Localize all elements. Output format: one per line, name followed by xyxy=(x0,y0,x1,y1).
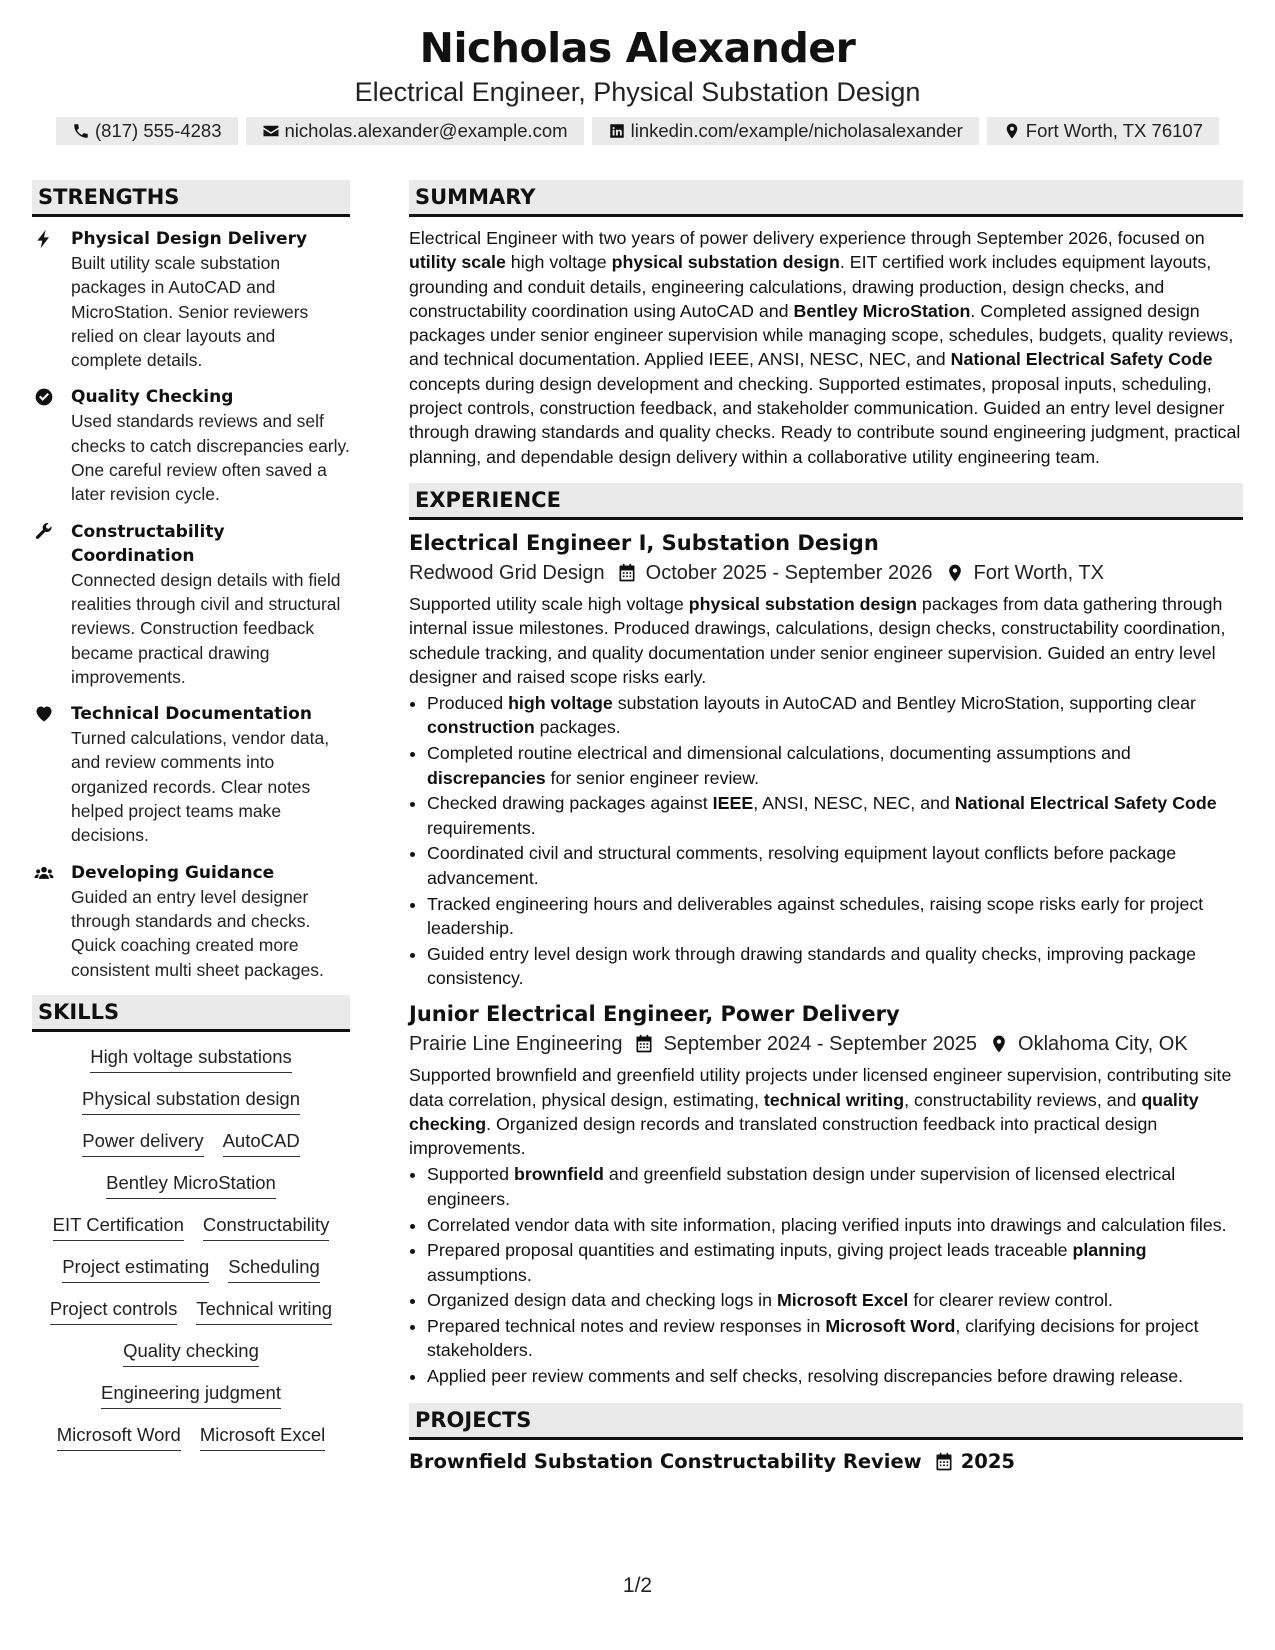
job-bullet xyxy=(427,1238,1243,1287)
strength-item xyxy=(32,227,350,372)
job-description-text: , constructability reviews, and xyxy=(904,1089,1142,1110)
job-description xyxy=(409,1063,1243,1160)
job-bullet-emphasis: National Electrical Safety Code xyxy=(954,793,1217,814)
job-bullet-emphasis: high voltage xyxy=(508,693,613,714)
linkedin-icon xyxy=(608,122,626,140)
projects-heading: PROJECTS xyxy=(409,1403,1243,1440)
job-bullet-text: substation layouts in AutoCAD and Bentley MicroStation, supporting clear xyxy=(612,693,1196,714)
contact-bar xyxy=(0,117,1275,145)
job-description-text: Supported brownfield and greenfield utility projects under licensed engineer supervision, contributing site data correlation, physical design, estimating, xyxy=(409,1065,1232,1110)
job-description-text: Supported utility scale high voltage xyxy=(409,593,689,614)
skill-tag: High voltage substations xyxy=(90,1044,292,1073)
job-bullet-text: Organized design data and checking logs in xyxy=(427,1290,777,1311)
summary-emphasis: utility scale xyxy=(409,252,506,273)
calendar-icon xyxy=(934,1452,954,1472)
right-column xyxy=(409,180,1243,1477)
strength-item xyxy=(32,385,350,506)
contact-email[interactable] xyxy=(246,117,584,145)
skill-tag: AutoCAD xyxy=(223,1128,300,1157)
contact-linkedin-text: linkedin.com/example/nicholasalexander xyxy=(630,120,963,141)
project-year: 2025 xyxy=(960,1449,1015,1473)
job-entry xyxy=(409,999,1243,1388)
job-bullet-text: Applied peer review comments and self checks, resolving discrepancies before drawing release. xyxy=(427,1366,1184,1387)
experience-heading: EXPERIENCE xyxy=(409,483,1243,520)
summary-emphasis: physical substation design xyxy=(611,252,840,273)
job-meta xyxy=(409,558,1243,588)
job-location: Fort Worth, TX xyxy=(973,561,1104,584)
skill-tag: Power delivery xyxy=(82,1128,203,1157)
job-bullets xyxy=(409,1162,1243,1388)
job-bullet xyxy=(427,1314,1243,1363)
job-bullet-text: and greenfield substation design under supervision of licensed electrical engineers. xyxy=(427,1164,1176,1209)
job-bullet-emphasis: Microsoft Excel xyxy=(776,1290,909,1311)
skill-tag: Engineering judgment xyxy=(101,1380,281,1409)
job-dates: September 2024 - September 2025 xyxy=(663,1033,978,1056)
job-bullet-text: , ANSI, NESC, NEC, and xyxy=(753,793,955,814)
skills-section xyxy=(32,995,350,1451)
job-bullet-emphasis: brownfield xyxy=(514,1164,604,1185)
job-bullet-text: Produced xyxy=(427,693,509,714)
summary-text: . EIT certified work includes equipment layouts, grounding and conduit details, engineering calculations, drawing production, design checks, and constructability coordination using AutoCAD and xyxy=(409,252,1212,321)
job-description-text: packages from data gathering through internal issue milestones. Produced drawings, calculations, design checks, constructability coordination, schedule tracking, and quality documentation under senior engineer supervision. Guided an entry level designer and raised scope risks early. xyxy=(409,593,1226,687)
job-bullet-text: for senior engineer review. xyxy=(545,767,760,788)
job-dates: October 2025 - September 2026 xyxy=(645,561,933,584)
job-bullet xyxy=(427,1213,1243,1237)
job-bullet-text: Prepared proposal quantities and estimating inputs, giving project leads traceable xyxy=(427,1240,1073,1261)
contact-email-text: nicholas.alexander@example.com xyxy=(284,120,568,141)
contact-location xyxy=(987,117,1219,145)
job-bullet-text: Coordinated civil and structural comments, resolving equipment layout conflicts before package advancement. xyxy=(427,843,1177,888)
summary-text xyxy=(409,226,1243,469)
job-description-emphasis: quality checking xyxy=(409,1089,1199,1134)
job-title: Electrical Engineer I, Substation Design xyxy=(409,530,879,555)
job-description xyxy=(409,592,1243,689)
contact-phone[interactable] xyxy=(56,117,238,145)
calendar-icon xyxy=(634,1034,654,1054)
skill-tag: Physical substation design xyxy=(82,1086,300,1115)
heart-icon xyxy=(34,704,54,724)
job-description-emphasis: technical writing xyxy=(763,1089,905,1110)
candidate-title: Electrical Engineer, Physical Substation Design xyxy=(354,77,921,107)
summary-emphasis: National Electrical Safety Code xyxy=(950,349,1213,370)
job-bullet-emphasis: planning xyxy=(1072,1240,1147,1261)
job-bullet-text: Completed routine electrical and dimensional calculations, documenting assumptions and xyxy=(427,743,1131,764)
skill-tag: Scheduling xyxy=(228,1254,320,1283)
left-column xyxy=(32,180,350,1451)
summary-text: . Completed assigned design packages under senior engineer supervision while managing scope, schedules, budgets, quality reviews, and technical documentation. Applied IEEE, ANSI, NESC, NEC, and xyxy=(409,300,1234,370)
experience-section xyxy=(409,483,1243,1389)
job-bullet xyxy=(427,1364,1243,1388)
skill-tag: Microsoft Word xyxy=(57,1422,181,1451)
job-bullet xyxy=(427,841,1243,890)
strength-item xyxy=(32,861,350,982)
job-bullet-emphasis: IEEE xyxy=(712,793,754,814)
map-pin-icon xyxy=(1003,122,1021,140)
strength-item xyxy=(32,520,350,689)
job-bullet xyxy=(427,691,1243,740)
resume-header xyxy=(0,0,1275,145)
summary-text: high voltage xyxy=(505,252,612,273)
projects-section xyxy=(409,1403,1243,1477)
contact-location-text: Fort Worth, TX 76107 xyxy=(1025,120,1203,141)
job-bullet xyxy=(427,892,1243,941)
strength-title: Constructability Coordination xyxy=(71,521,225,566)
job-bullet xyxy=(427,1288,1243,1312)
job-description-emphasis: physical substation design xyxy=(688,593,917,614)
job-bullet-text: Checked drawing packages against xyxy=(427,793,713,814)
strength-item xyxy=(32,702,350,847)
contact-phone-text: (817) 555-4283 xyxy=(95,120,222,141)
skill-tag: Project controls xyxy=(50,1296,178,1325)
page-indicator: 1/2 xyxy=(622,1574,653,1597)
job-bullet-text: requirements. xyxy=(427,817,536,838)
job-bullet-emphasis: construction xyxy=(427,717,535,738)
skills-list xyxy=(32,1032,350,1451)
job-bullet-text: , clarifying decisions for project stakeholders. xyxy=(427,1316,1199,1361)
job-bullet-text: Prepared technical notes and review responses in xyxy=(427,1316,826,1337)
job-bullet-text: for clearer review control. xyxy=(908,1290,1113,1311)
skill-tag: Project estimating xyxy=(62,1254,209,1283)
job-meta xyxy=(409,1029,1243,1059)
skill-tag: Technical writing xyxy=(196,1296,332,1325)
skill-tag: Quality checking xyxy=(123,1338,259,1367)
map-pin-icon xyxy=(989,1034,1009,1054)
skill-tag: Microsoft Excel xyxy=(200,1422,325,1451)
job-bullet-text: Correlated vendor data with site information, placing verified inputs into drawings and calculation files. xyxy=(427,1214,1227,1235)
strength-body: Built utility scale substation packages in AutoCAD and MicroStation. Senior reviewers relied on clear layouts and complete details. xyxy=(71,253,309,371)
summary-heading: SUMMARY xyxy=(409,180,1243,217)
phone-icon xyxy=(72,122,90,140)
project-title: Brownfield Substation Constructability Review xyxy=(409,1449,922,1473)
bolt-icon xyxy=(34,229,54,249)
strength-title: Physical Design Delivery xyxy=(71,229,308,249)
skill-tag: EIT Certification xyxy=(53,1212,184,1241)
summary-text: concepts during design development and checking. Supported estimates, proposal inputs, scheduling, project controls, construction feedback, and stakeholder communication. Guided an entry level designer through drawing standards and quality checks. Ready to contribute sound engineering judgment, practical planning, and dependable design delivery within a collaborative utility engineering team. xyxy=(409,373,1241,467)
summary-section xyxy=(409,180,1243,469)
strength-body: Used standards reviews and self checks to catch discrepancies early. One careful review often saved a later revision cycle. xyxy=(71,411,350,505)
skill-tag: Constructability xyxy=(203,1212,329,1241)
summary-text: Electrical Engineer with two years of power delivery experience through September 2026, focused on xyxy=(409,228,1205,248)
job-bullet-emphasis: discrepancies xyxy=(427,767,546,788)
job-bullet-text: Guided entry level design work through drawing standards and quality checks, improving package consistency. xyxy=(427,943,1196,988)
strength-title: Quality Checking xyxy=(71,387,234,408)
job-entry xyxy=(409,528,1243,990)
envelope-icon xyxy=(262,122,280,140)
strength-body: Guided an entry level designer through standards and checks. Quick coaching created more consistent multi sheet packages. xyxy=(71,886,324,980)
strength-body: Connected design details with field realities through civil and structural reviews. Construction feedback became practical drawing improvements. xyxy=(71,569,341,687)
job-bullet-text: Supported xyxy=(427,1164,514,1185)
job-location: Oklahoma City, OK xyxy=(1018,1033,1188,1056)
skills-heading: SKILLS xyxy=(32,995,350,1032)
job-bullet xyxy=(427,942,1243,991)
map-pin-icon xyxy=(945,563,965,583)
job-bullet-emphasis: Microsoft Word xyxy=(825,1316,956,1337)
job-bullet-text: packages. xyxy=(534,717,621,738)
calendar-icon xyxy=(617,563,637,583)
users-icon xyxy=(34,863,54,883)
job-bullet xyxy=(427,741,1243,790)
job-bullets xyxy=(409,691,1243,990)
job-bullet xyxy=(427,791,1243,840)
job-bullet-text: assumptions. xyxy=(427,1264,532,1285)
job-bullet xyxy=(427,1162,1243,1211)
job-description-text: . Organized design records and translated construction feedback into practical design improvements. xyxy=(409,1113,1158,1159)
job-company: Redwood Grid Design xyxy=(409,561,605,584)
contact-linkedin[interactable] xyxy=(592,117,979,145)
wrench-icon xyxy=(34,522,54,542)
job-title: Junior Electrical Engineer, Power Delivery xyxy=(409,1002,900,1027)
candidate-name: Nicholas Alexander xyxy=(419,24,856,72)
job-bullet-text: Tracked engineering hours and deliverables against schedules, raising scope risks early for project leadership. xyxy=(427,893,1204,938)
skill-tag: Bentley MicroStation xyxy=(106,1170,276,1199)
strength-body: Turned calculations, vendor data, and review comments into organized records. Clear notes helped project teams make decisions. xyxy=(71,728,330,846)
strength-title: Developing Guidance xyxy=(71,862,275,883)
strength-title: Technical Documentation xyxy=(71,704,312,725)
strengths-heading: STRENGTHS xyxy=(32,180,350,217)
strengths-section xyxy=(32,180,350,982)
job-company: Prairie Line Engineering xyxy=(409,1033,623,1056)
check-circle-icon xyxy=(34,387,54,407)
project-entry xyxy=(409,1447,1243,1477)
summary-emphasis: Bentley MicroStation xyxy=(793,300,971,321)
